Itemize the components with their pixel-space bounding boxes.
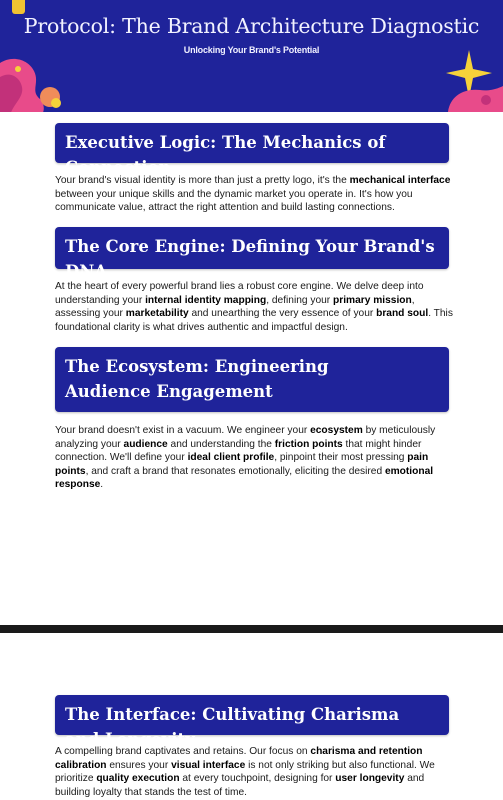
body-text: is not only striking but also functional. We prioritize bbox=[55, 759, 435, 784]
body-text: and unearthing the very essence of your bbox=[188, 308, 377, 319]
page-divider bbox=[0, 625, 503, 633]
yellow-tab-decoration bbox=[12, 0, 25, 14]
body-text: . This foundational clarity is what drives authentic and impactful design. bbox=[55, 308, 453, 333]
emphasis-text: brand soul bbox=[376, 308, 429, 319]
emphasis-text: user longevity bbox=[335, 773, 405, 784]
emphasis-text: pain points bbox=[55, 452, 429, 477]
emphasis-text: primary mission bbox=[333, 294, 412, 306]
section-heading-text: Executive Logic: The Mechanics of Connection bbox=[65, 133, 386, 177]
emphasis-text: friction points bbox=[274, 438, 343, 450]
header-banner bbox=[0, 0, 503, 112]
body-text: ensures your bbox=[106, 759, 172, 771]
section-heading-interface bbox=[55, 695, 449, 749]
section-heading-executive-logic bbox=[55, 123, 449, 177]
emphasis-text: quality execution bbox=[96, 773, 180, 784]
emphasis-text: ecosystem bbox=[310, 425, 363, 436]
abstract-blob-right bbox=[448, 86, 503, 112]
emphasis-text: charisma and retention calibration bbox=[55, 746, 423, 771]
body-text: at every touchpoint, designing for bbox=[179, 773, 336, 784]
body-text: that might hinder connection. We'll define your bbox=[55, 438, 422, 463]
page-title: Protocol: The Brand Architecture Diagnostic bbox=[23, 14, 480, 38]
emphasis-text: ideal client profile bbox=[187, 452, 275, 463]
section-heading-text: The Interface: Cultivating Charisma and Longevity bbox=[65, 705, 400, 749]
emphasis-text: audience bbox=[123, 438, 168, 450]
emphasis-text: internal identity mapping bbox=[145, 294, 267, 306]
body-text: between your unique skills and the dynamic market you operate in. It's how you communicate value, attract the right attention and build lasting connections. bbox=[55, 188, 413, 213]
emphasis-text: marketability bbox=[125, 308, 189, 319]
body-text: and building loyalty that stands the test of time. bbox=[55, 773, 425, 798]
body-text: At the heart of every powerful brand lies a robust core engine. We delve deep into understanding your bbox=[55, 281, 424, 306]
emphasis-text: emotional response bbox=[55, 465, 434, 490]
body-text: , and craft a brand that resonates emotionally, eliciting the desired bbox=[85, 465, 385, 477]
body-text: and understanding the bbox=[167, 438, 275, 450]
emphasis-text: mechanical interface bbox=[349, 175, 451, 186]
section-body-ecosystem bbox=[55, 424, 453, 492]
emphasis-text: visual interface bbox=[171, 759, 246, 771]
section-body-executive-logic bbox=[55, 174, 453, 215]
body-text: Your brand doesn't exist in a vacuum. We engineer your bbox=[55, 425, 311, 436]
body-text: . bbox=[100, 479, 104, 490]
section-body-interface bbox=[55, 745, 453, 799]
section-heading-core-engine bbox=[55, 227, 449, 281]
body-text: , assessing your bbox=[55, 294, 415, 319]
section-heading-ecosystem bbox=[55, 347, 449, 412]
body-text: , defining your bbox=[266, 294, 334, 306]
page-subtitle: Unlocking Your Brand's Potential bbox=[183, 45, 320, 55]
section-body-core-engine bbox=[55, 280, 453, 334]
abstract-blob-left bbox=[0, 55, 80, 112]
body-text: Your brand's visual identity is more than just a pretty logo, it's the bbox=[55, 175, 350, 186]
body-text: by meticulously analyzing your bbox=[55, 425, 436, 450]
section-heading-text: The Ecosystem: Engineering Audience Engagement bbox=[65, 357, 329, 401]
section-heading-text: The Core Engine: Defining Your Brand's DNA bbox=[65, 237, 435, 281]
body-text: , pinpoint their most pressing bbox=[274, 452, 408, 463]
body-text: A compelling brand captivates and retains. Our focus on bbox=[55, 746, 311, 757]
